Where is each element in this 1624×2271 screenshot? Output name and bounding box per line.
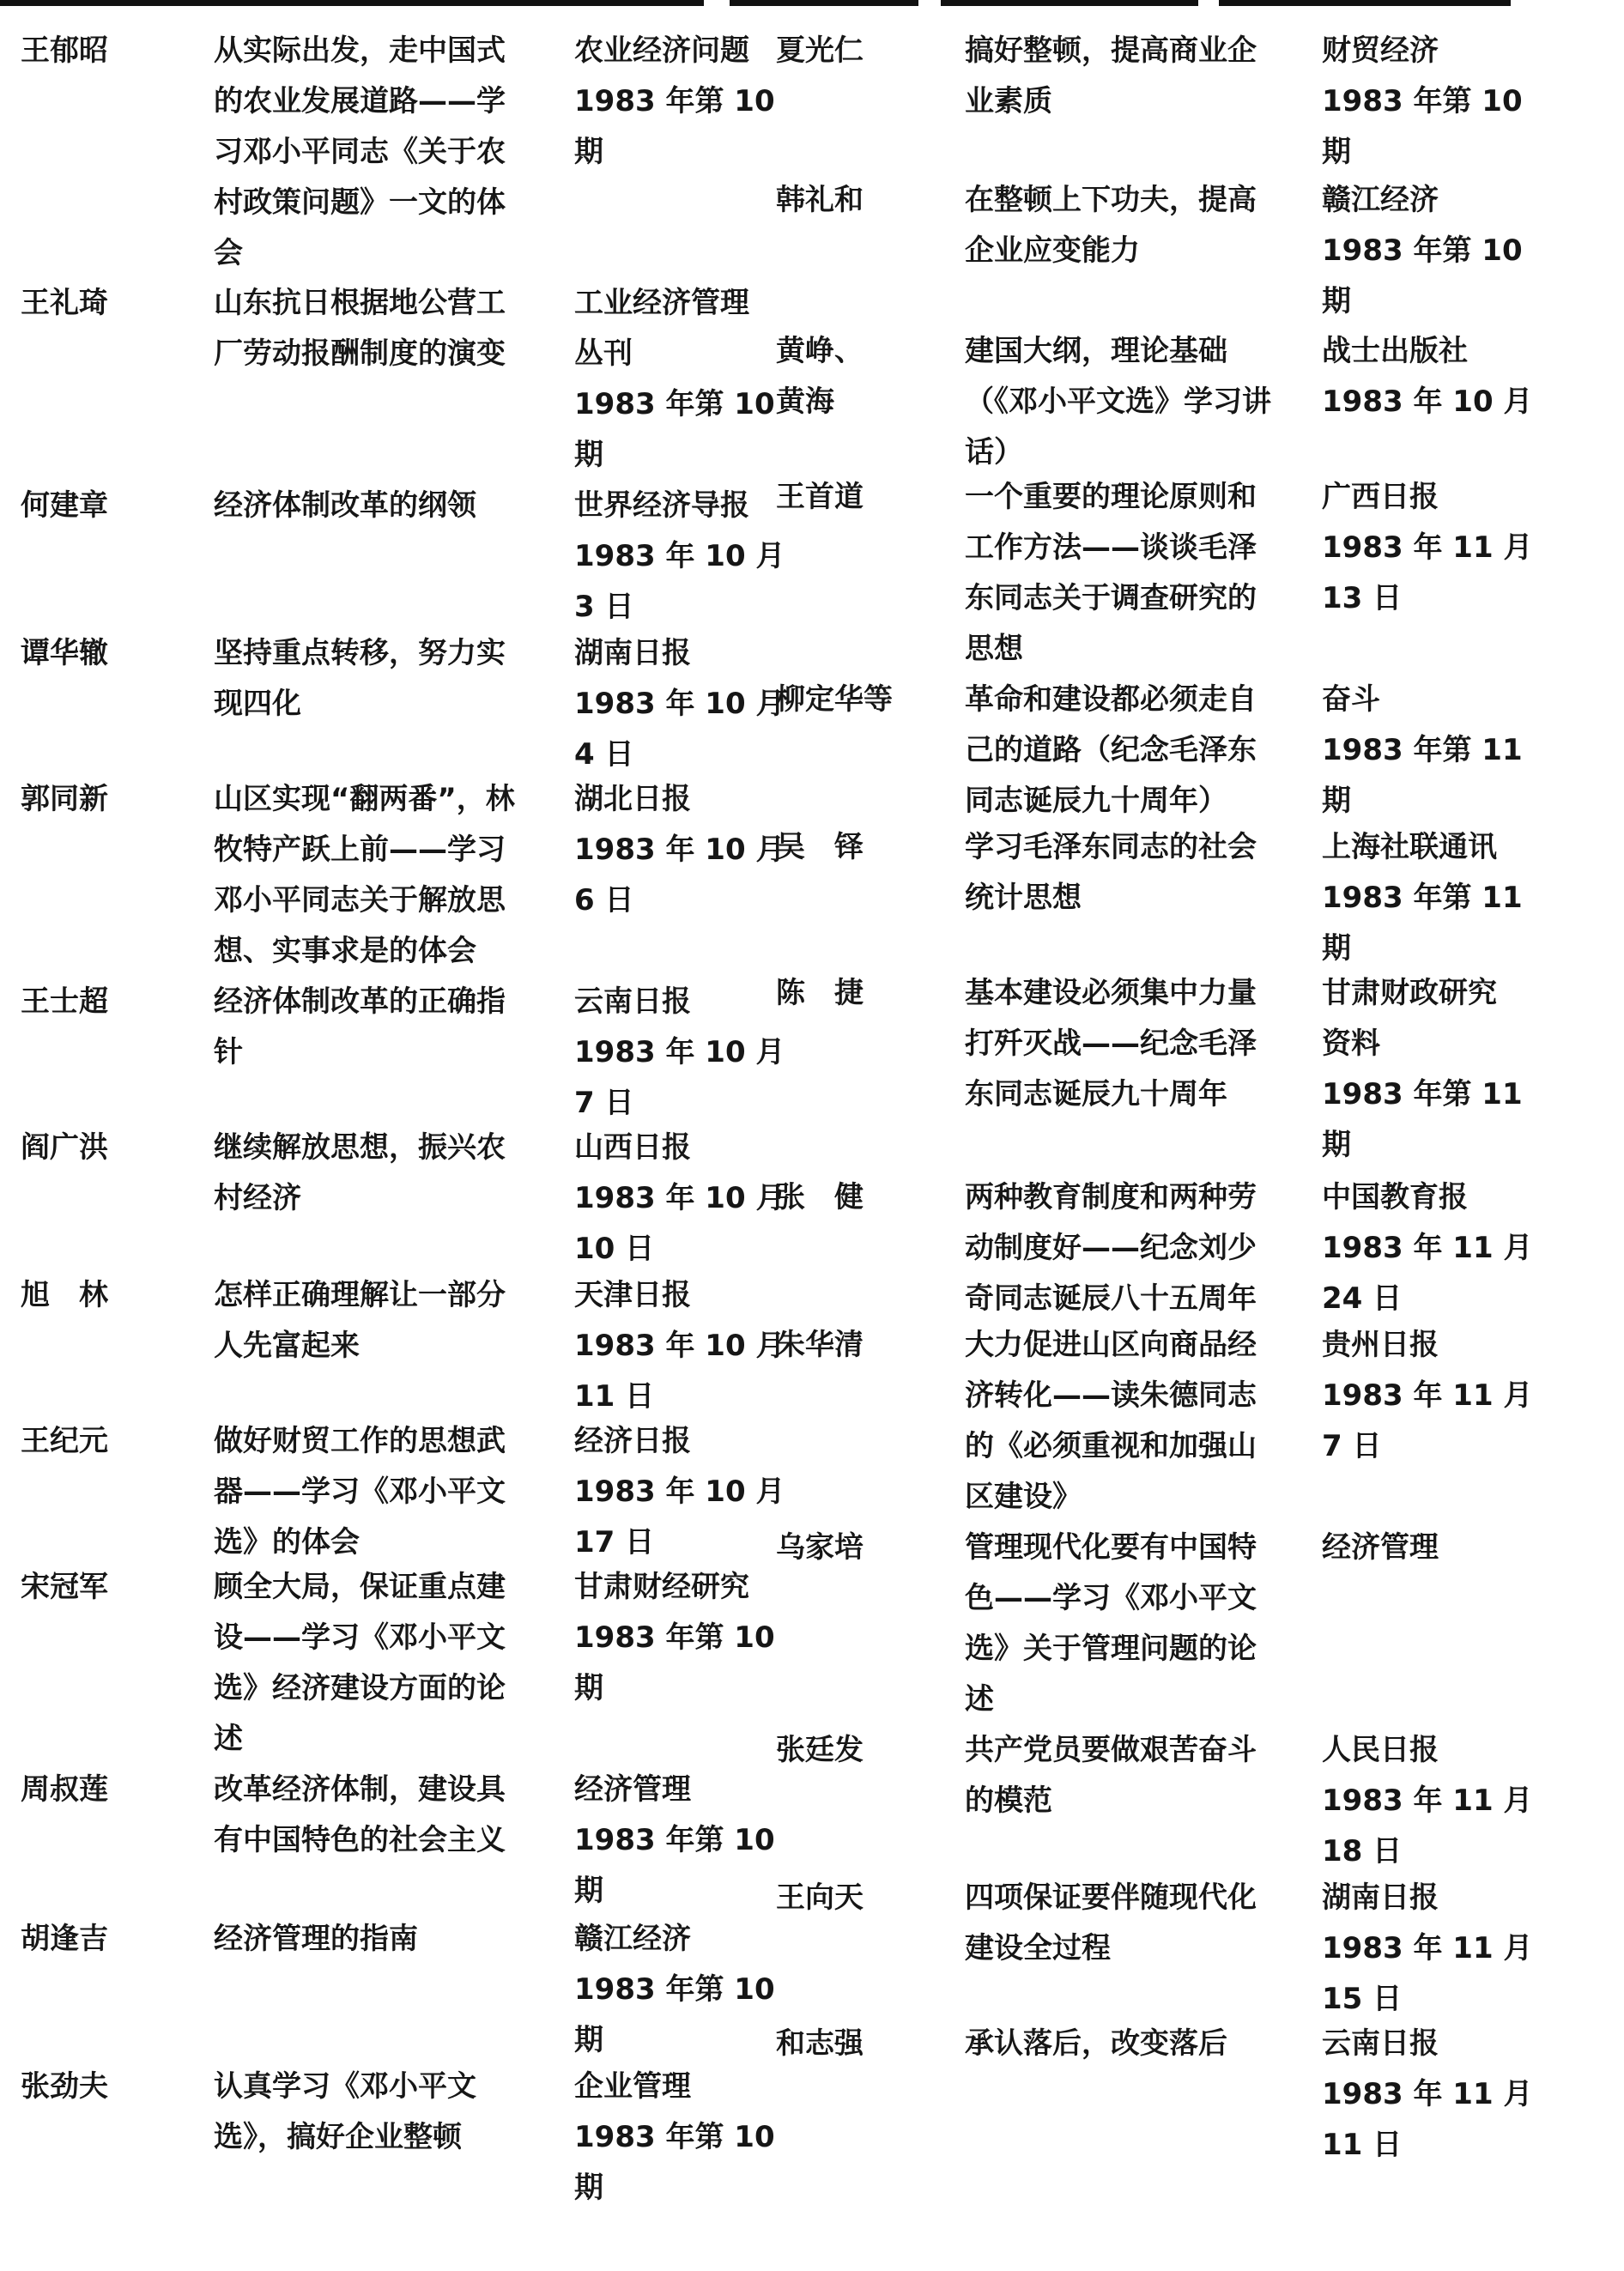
source-line: 湖北日报 (574, 782, 691, 816)
entry-author (21, 977, 184, 1027)
source-line: 甘肃财政研究 (1322, 976, 1497, 1010)
entry-author (776, 26, 939, 76)
entry-author (776, 1725, 939, 1776)
entry-source (1322, 2019, 1545, 2171)
source-line: 湖南日报 (1322, 1880, 1439, 1915)
entry-author (776, 822, 939, 873)
entry-source (574, 1123, 789, 1275)
source-line: 1983 年第 10 (1322, 233, 1523, 268)
entry-author (21, 1765, 184, 1815)
source-line: 期 (574, 438, 603, 472)
entry-author (21, 1914, 184, 1965)
source-line: 赣江经济 (574, 1922, 691, 1956)
title-line: 两种教育制度和两种劳 (965, 1180, 1257, 1214)
source-line: 7 日 (574, 1086, 634, 1120)
entry-title (965, 26, 1304, 127)
entry-title (965, 2019, 1304, 2069)
source-line: 贵州日报 (1322, 1328, 1439, 1362)
author-line: 胡逢吉 (21, 1922, 108, 1956)
entry-title (214, 278, 561, 379)
author-line: 黄峥、 (776, 334, 864, 368)
title-line: 器——学习《邓小平文 (214, 1475, 506, 1509)
entry-author (776, 968, 939, 1019)
title-line: （《邓小平文选》学习讲 (965, 385, 1271, 419)
entry-author (776, 175, 939, 226)
author-line: 和志强 (776, 2026, 864, 2061)
source-line: 赣江经济 (1322, 183, 1439, 217)
top-rule (730, 0, 918, 6)
title-line: 有中国特色的社会主义 (214, 1823, 506, 1857)
title-line: 山东抗日根据地公营工 (214, 286, 506, 320)
entry-title (965, 175, 1304, 276)
author-line: 韩礼和 (776, 183, 864, 217)
title-line: 共产党员要做艰苦奋斗 (965, 1733, 1257, 1767)
entry-author (21, 1562, 184, 1613)
title-line: 村经济 (214, 1181, 301, 1215)
title-line: 选》经济建设方面的论 (214, 1671, 506, 1705)
entry-source (574, 774, 789, 926)
author-line: 郭同新 (21, 782, 108, 816)
entry-source (1322, 968, 1545, 1171)
entry-source (1322, 326, 1545, 427)
entry-title (965, 472, 1304, 675)
entry-author (21, 481, 184, 531)
title-line: 四项保证要伴随现代化 (965, 1880, 1257, 1915)
source-line: 期 (1322, 931, 1351, 966)
entry-title (214, 26, 561, 279)
source-line: 财贸经济 (1322, 33, 1439, 68)
source-line: 1983 年第 11 (1322, 1077, 1523, 1111)
title-line: 色——学习《邓小平文 (965, 1581, 1257, 1615)
source-line: 云南日报 (1322, 2026, 1439, 2061)
author-line: 夏光仁 (776, 33, 864, 68)
title-line: 东同志诞辰九十周年 (965, 1077, 1227, 1111)
author-line: 张 健 (776, 1180, 864, 1214)
source-line: 1983 年第 10 (574, 1972, 775, 2007)
entry-author (21, 1123, 184, 1173)
entry-title (965, 1873, 1304, 1974)
author-line: 周叔莲 (21, 1772, 108, 1807)
source-line: 1983 年 10 月 (574, 1475, 785, 1509)
source-line: 期 (574, 2023, 603, 2057)
title-line: 打歼灭战——纪念毛泽 (965, 1026, 1257, 1061)
title-line: 人先富起来 (214, 1329, 360, 1363)
author-line: 阎广洪 (21, 1130, 108, 1165)
source-line: 经济管理 (1322, 1530, 1439, 1565)
entry-author (776, 472, 939, 523)
title-line: 选》的体会 (214, 1525, 360, 1559)
title-line: 一个重要的理论原则和 (965, 480, 1257, 514)
author-line: 黄海 (776, 385, 834, 419)
title-line: 经济体制改革的纲领 (214, 488, 476, 523)
entry-author (21, 1416, 184, 1467)
source-line: 期 (1322, 784, 1351, 818)
title-line: 学习毛泽东同志的社会 (965, 830, 1257, 864)
title-line: 的农业发展道路——学 (214, 84, 506, 118)
entry-source (1322, 472, 1545, 624)
title-line: 思想 (965, 632, 1023, 666)
source-line: 1983 年第 11 (1322, 881, 1523, 915)
entry-source (574, 1765, 789, 1917)
source-line: 战士出版社 (1322, 334, 1468, 368)
title-line: 认真学习《邓小平文 (214, 2069, 476, 2104)
title-line: 企业应变能力 (965, 233, 1140, 268)
source-line: 1983 年 10 月 (574, 539, 785, 573)
entry-source (1322, 1725, 1545, 1877)
source-line: 1983 年第 10 (574, 1620, 775, 1655)
title-line: 厂劳动报酬制度的演变 (214, 336, 506, 371)
source-line: 期 (1322, 284, 1351, 318)
source-line: 奋斗 (1322, 682, 1380, 717)
author-line: 张劲夫 (21, 2069, 108, 2104)
entry-title (214, 481, 561, 531)
entry-title (965, 822, 1304, 924)
title-line: 会 (214, 236, 243, 270)
entry-source (1322, 675, 1545, 827)
title-line: 邓小平同志关于解放思 (214, 883, 506, 917)
source-line: 1983 年 11 月 (1322, 1783, 1533, 1818)
title-line: 大力促进山区向商品经 (965, 1328, 1257, 1362)
author-line: 张廷发 (776, 1733, 864, 1767)
entry-source (1322, 175, 1545, 327)
author-line: 王郁昭 (21, 33, 108, 68)
entry-source (574, 2062, 789, 2213)
source-line: 云南日报 (574, 984, 691, 1019)
entry-source (574, 278, 789, 481)
author-line: 何建章 (21, 488, 108, 523)
source-line: 1983 年 10 月 (1322, 385, 1533, 419)
entry-author (21, 1270, 184, 1321)
title-line: 述 (965, 1682, 994, 1717)
entry-author (21, 774, 184, 825)
source-line: 期 (1322, 135, 1351, 169)
author-line: 王礼琦 (21, 286, 108, 320)
author-line: 陈 捷 (776, 976, 864, 1010)
source-line: 6 日 (574, 883, 634, 917)
source-line: 期 (574, 2171, 603, 2205)
source-line: 山西日报 (574, 1130, 691, 1165)
source-line: 世界经济导报 (574, 488, 749, 523)
source-line: 1983 年 11 月 (1322, 530, 1533, 565)
author-line: 旭 林 (21, 1278, 108, 1312)
title-line: 同志诞辰九十周年） (965, 784, 1227, 818)
title-line: 东同志关于调查研究的 (965, 581, 1257, 615)
title-line: 管理现代化要有中国特 (965, 1530, 1257, 1565)
source-line: 期 (1322, 1128, 1351, 1162)
entry-author (776, 1320, 939, 1371)
source-line: 1983 年 11 月 (1322, 2077, 1533, 2111)
title-line: 现四化 (214, 687, 301, 721)
author-line: 谭华辙 (21, 636, 108, 670)
entry-title (214, 1765, 561, 1866)
source-line: 11 日 (1322, 2128, 1403, 2162)
title-line: 工作方法——谈谈毛泽 (965, 530, 1257, 565)
source-line: 农业经济问题 (574, 33, 749, 68)
title-line: 的《必须重视和加强山 (965, 1429, 1257, 1463)
title-line: 经济体制改革的正确指 (214, 984, 506, 1019)
author-line: 柳定华等 (776, 682, 893, 717)
entry-author (21, 26, 184, 76)
entry-author (21, 628, 184, 679)
source-line: 广西日报 (1322, 480, 1439, 514)
source-line: 18 日 (1322, 1834, 1403, 1868)
entry-title (965, 675, 1304, 827)
entry-source (1322, 1873, 1545, 2025)
entry-author (21, 2062, 184, 2112)
title-line: 统计思想 (965, 881, 1082, 915)
author-line: 王首道 (776, 480, 864, 514)
title-line: 做好财贸工作的思想武 (214, 1424, 506, 1458)
title-line: 选》，搞好企业整顿 (214, 2120, 462, 2154)
entry-source (574, 977, 789, 1129)
entry-author (776, 1873, 939, 1923)
entry-source (574, 1416, 789, 1568)
source-line: 3 日 (574, 590, 634, 624)
entry-author (21, 278, 184, 329)
entry-source (574, 1562, 789, 1714)
top-rule (941, 0, 1198, 6)
title-line: 建国大纲，理论基础 (965, 334, 1227, 368)
source-line: 期 (574, 135, 603, 169)
title-line: 村政策问题》一文的体 (214, 185, 506, 220)
entry-author (776, 2019, 939, 2069)
title-line: 建设全过程 (965, 1931, 1111, 1965)
source-line: 13 日 (1322, 581, 1403, 615)
entry-author (776, 675, 939, 725)
entry-title (214, 628, 561, 730)
entry-title (214, 2062, 561, 2163)
source-line: 湖南日报 (574, 636, 691, 670)
entry-title (214, 1914, 561, 1965)
title-line: 济转化——读朱德同志 (965, 1378, 1257, 1413)
source-line: 人民日报 (1322, 1733, 1439, 1767)
author-line: 宋冠军 (21, 1570, 108, 1604)
title-line: 针 (214, 1035, 243, 1069)
entry-title (214, 1562, 561, 1765)
entry-title (214, 977, 561, 1078)
title-line: 怎样正确理解让一部分 (214, 1278, 506, 1312)
title-line: 从实际出发，走中国式 (214, 33, 506, 68)
title-line: 的模范 (965, 1783, 1052, 1818)
title-line: 想、实事求是的体会 (214, 934, 476, 968)
top-rule (1219, 0, 1511, 6)
entry-title (214, 1123, 561, 1224)
source-line: 期 (574, 1874, 603, 1908)
entry-title (965, 1320, 1304, 1523)
entry-source (1322, 26, 1545, 178)
author-line: 吴 铎 (776, 830, 864, 864)
entry-author (776, 1172, 939, 1223)
source-line: 10 日 (574, 1232, 655, 1266)
author-line: 王纪元 (21, 1424, 108, 1458)
entry-source (1322, 822, 1545, 974)
source-line: 经济日报 (574, 1424, 691, 1458)
source-line: 1983 年第 11 (1322, 733, 1523, 767)
source-line: 17 日 (574, 1525, 655, 1559)
entry-title (965, 968, 1304, 1120)
entry-title (965, 1172, 1304, 1324)
title-line: 改革经济体制，建设具 (214, 1772, 506, 1807)
source-line: 资料 (1322, 1026, 1380, 1061)
source-line: 期 (574, 1671, 603, 1705)
title-line: 基本建设必须集中力量 (965, 976, 1257, 1010)
source-line: 经济管理 (574, 1772, 691, 1807)
title-line: 己的道路（纪念毛泽东 (965, 733, 1257, 767)
entry-title (214, 1270, 561, 1372)
source-line: 工业经济管理 (574, 286, 749, 320)
entry-source (574, 628, 789, 780)
entry-title (214, 1416, 561, 1568)
title-line: 动制度好——纪念刘少 (965, 1231, 1257, 1265)
entry-source (1322, 1523, 1545, 1573)
entry-source (574, 1914, 789, 2066)
source-line: 企业管理 (574, 2069, 691, 2104)
source-line: 1983 年 10 月 (574, 1181, 785, 1215)
title-line: 业素质 (965, 84, 1052, 118)
title-line: 承认落后，改变落后 (965, 2026, 1227, 2061)
entry-source (1322, 1320, 1545, 1472)
entry-title (214, 774, 561, 977)
title-line: 在整顿上下功夫，提高 (965, 183, 1257, 217)
entry-title (965, 326, 1304, 478)
title-line: 习邓小平同志《关于农 (214, 135, 506, 169)
source-line: 11 日 (574, 1379, 655, 1414)
title-line: 牧特产跃上前——学习 (214, 833, 506, 867)
source-line: 甘肃财经研究 (574, 1570, 749, 1604)
source-line: 15 日 (1322, 1982, 1403, 2016)
source-line: 1983 年 10 月 (574, 687, 785, 721)
title-line: 选》关于管理问题的论 (965, 1632, 1257, 1666)
title-line: 设——学习《邓小平文 (214, 1620, 506, 1655)
source-line: 上海社联通讯 (1322, 830, 1497, 864)
entry-source (574, 26, 789, 178)
source-line: 1983 年第 10 (574, 387, 775, 421)
author-line: 王士超 (21, 984, 108, 1019)
title-line: 述 (214, 1722, 243, 1756)
title-line: 顾全大局，保证重点建 (214, 1570, 506, 1604)
source-line: 7 日 (1322, 1429, 1382, 1463)
source-line: 1983 年 10 月 (574, 1035, 785, 1069)
source-line: 丛刊 (574, 336, 633, 371)
title-line: 革命和建设都必须走自 (965, 682, 1257, 717)
source-line: 1983 年 10 月 (574, 833, 785, 867)
top-rule (0, 0, 704, 6)
source-line: 24 日 (1322, 1281, 1403, 1316)
source-line: 1983 年 11 月 (1322, 1378, 1533, 1413)
title-line: 区建设》 (965, 1480, 1082, 1514)
entry-title (965, 1725, 1304, 1826)
title-line: 话） (965, 435, 1023, 469)
source-line: 1983 年第 10 (574, 84, 775, 118)
title-line: 山区实现“翻两番”，林 (214, 782, 515, 816)
source-line: 1983 年第 10 (574, 2120, 775, 2154)
title-line: 坚持重点转移，努力实 (214, 636, 506, 670)
source-line: 天津日报 (574, 1278, 691, 1312)
author-line: 王向天 (776, 1880, 864, 1915)
source-line: 1983 年第 10 (1322, 84, 1523, 118)
source-line: 1983 年 11 月 (1322, 1231, 1533, 1265)
entry-title (965, 1523, 1304, 1725)
title-line: 搞好整顿，提高商业企 (965, 33, 1257, 68)
source-line: 4 日 (574, 737, 634, 772)
entry-source (574, 481, 789, 633)
source-line: 1983 年 10 月 (574, 1329, 785, 1363)
entry-author (776, 326, 939, 427)
entry-source (574, 1270, 789, 1422)
title-line: 继续解放思想，振兴农 (214, 1130, 506, 1165)
author-line: 乌家培 (776, 1530, 864, 1565)
title-line: 经济管理的指南 (214, 1922, 418, 1956)
source-line: 1983 年 11 月 (1322, 1931, 1533, 1965)
entry-author (776, 1523, 939, 1573)
source-line: 1983 年第 10 (574, 1823, 775, 1857)
entry-source (1322, 1172, 1545, 1324)
source-line: 中国教育报 (1322, 1180, 1468, 1214)
title-line: 奇同志诞辰八十五周年 (965, 1281, 1257, 1316)
author-line: 朱华清 (776, 1328, 864, 1362)
